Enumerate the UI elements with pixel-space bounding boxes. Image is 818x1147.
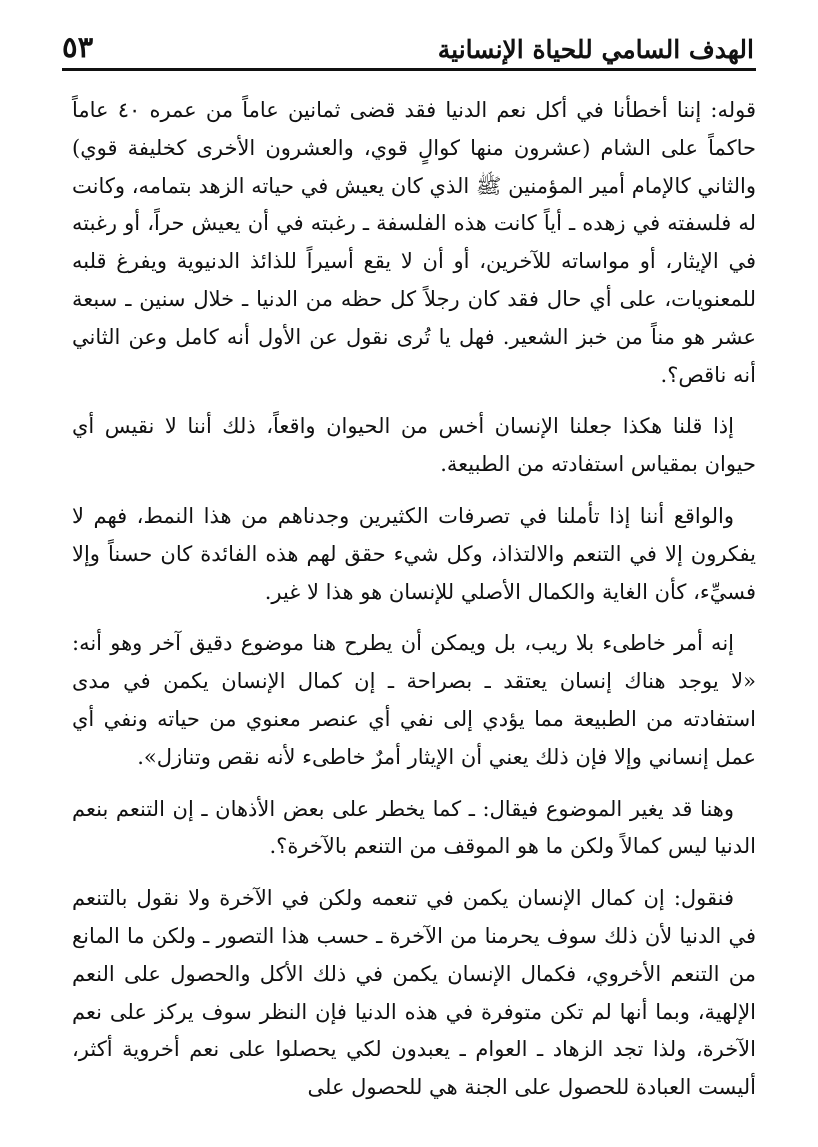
running-title: الهدف السامي للحياة الإنسانية — [437, 35, 754, 64]
paragraph: إنه أمر خاطىء بلا ريب، بل ويمكن أن يطرح هنا موضوع دقيق آخر وهو أنه: «لا يوجد هناك إنسان يعتقد ـ بصراحة ـ إن كمال الإنسان يكمن في مدى استفادته من الطبيعة مما يؤدي إلى نفي أي عنصر معنوي من حياته ونفي أي عمل إنساني وإلا فإن ذلك يعني أن الإيثار أمرٌ خاطىء لأنه نقص وتنازل». — [72, 631, 756, 769]
paragraph: إذا قلنا هكذا جعلنا الإنسان أخس من الحيوان واقعاً، ذلك أننا لا نقيس أي حيوان بمقياس استفادته من الطبيعة. — [72, 414, 756, 477]
paragraph: وهنا قد يغير الموضوع فيقال: ـ كما يخطر على بعض الأذهان ـ إن التنعم بنعم الدنيا ليس كمالاً ولكن ما هو الموقف من التنعم بالآخرة؟. — [72, 796, 756, 859]
page-header — [62, 22, 754, 62]
paragraph: فنقول: إن كمال الإنسان يكمن في تنعمه ولكن في الآخرة ولا نقول بالتنعم في الدنيا لأن ذلك سوف يحرمنا من الآخرة ـ حسب هذا التصور ـ ولكن ما المانع من التنعم الأخروي، فكمال الإنسان يكمن في ذلك الأكل والحصول على النعم الإلهية، وبما أنها لم تكن متوفرة في هذه الدنيا فإن النظر سوف يركز على نعم الآخرة، ولذا تجد الزهاد ـ العوام ـ يعبدون لكي يحصلوا على نعم أخروية أكثر، أليست العبادة للحصول على الجنة هي للحصول على — [72, 886, 756, 1100]
paragraph: والواقع أننا إذا تأملنا في تصرفات الكثيرين وجدناهم من هذا النمط، فهم لا يفكرون إلا في التنعم والالتذاذ، وكل شيء حقق لهم هذه الفائدة كان حسناً وإلا فسيِّء، كأن الغاية والكمال الأصلي للإنسان هو هذا لا غير. — [72, 503, 756, 604]
paragraph: قوله: إننا أخطأنا في أكل نعم الدنيا فقد قضى ثمانين عاماً من عمره ٤٠ عاماً حاكماً على الشام (عشرون منها كوالٍ قوي، والعشرون الأخرى كخليفة قوي) والثاني كالإمام أمير المؤمنين ﷺ الذي كان يعيش في حياته الزهد بتمامه، وكانت له فلسفته في زهده ـ أياً كانت هذه الفلسفة ـ رغبته في أن يعيش حراً، أو رغبته في الإيثار، أو مواساته للآخرين، أو أن لا يقع أسيراً للذائذ الدنيوية ويفرغ قلبه للمعنويات، على أي حال فقد كان رجلاً كل حظه من الدنيا ـ خلال سنين ـ سبعة عشر هو مناً من خبز الشعير. فهل يا تُرى نقول عن الأول أنه كامل وعن الثاني أنه ناقص؟. — [72, 98, 756, 387]
body-text — [72, 92, 756, 1121]
header-rule — [62, 68, 756, 71]
page-number: ٥٣ — [62, 30, 94, 64]
